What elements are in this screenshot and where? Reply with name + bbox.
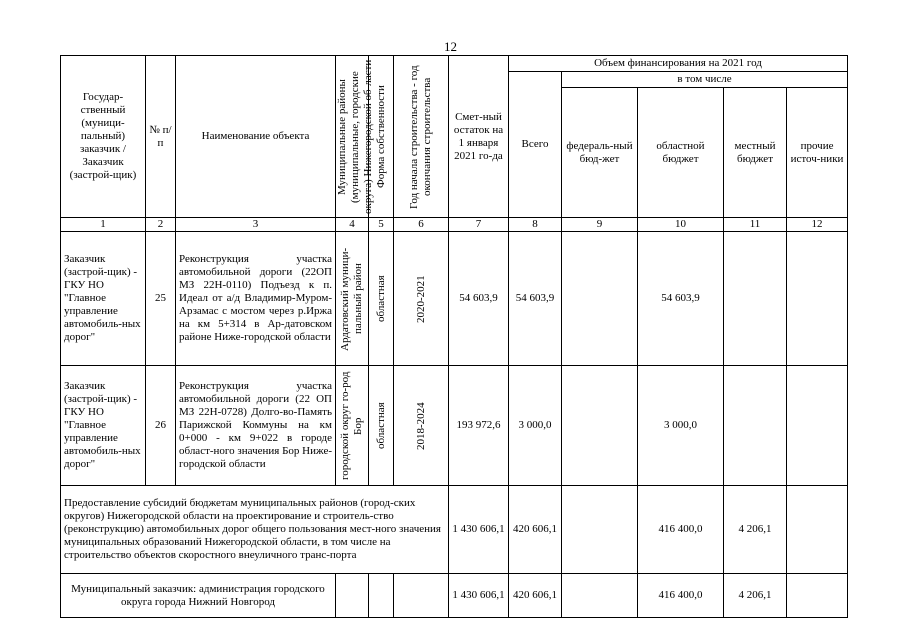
header-years: Год начала строительства - год окончания строительства	[408, 64, 433, 209]
row-federal	[562, 232, 638, 366]
col-number: 8	[509, 218, 562, 232]
col-number: 5	[369, 218, 394, 232]
municipal-federal	[562, 574, 638, 618]
row-regional: 54 603,9	[638, 232, 724, 366]
header-object-name: Наименование объекта	[176, 56, 336, 218]
header-num: № п/п	[146, 56, 176, 218]
header-ownership: Форма собственности	[374, 85, 387, 188]
table-row	[61, 366, 848, 486]
row-years: 2020-2021	[414, 274, 427, 323]
header-district: Муниципальные районы (муниципальные, городские округа) Нижегородской об-ласти	[336, 59, 374, 214]
subsidy-balance: 1 430 606,1	[449, 486, 509, 574]
col-number: 11	[724, 218, 787, 232]
subsidy-local: 4 206,1	[724, 486, 787, 574]
header-local: местный бюджет	[724, 88, 787, 218]
row-district: Ардатовский муници-пальный район	[339, 246, 364, 351]
col-number: 4	[336, 218, 369, 232]
municipal-other	[787, 574, 848, 618]
row-balance: 54 603,9	[449, 232, 509, 366]
financing-table	[60, 55, 848, 618]
row-other	[787, 366, 848, 486]
municipal-balance: 1 430 606,1	[449, 574, 509, 618]
row-district: городской округ го-род Бор	[339, 371, 364, 480]
municipal-text: Муниципальный заказчик: администрация городского округа города Нижний Новгород	[61, 574, 336, 618]
col-number: 3	[176, 218, 336, 232]
col-number: 10	[638, 218, 724, 232]
subsidy-other	[787, 486, 848, 574]
col-number: 1	[61, 218, 146, 232]
header-regional: областной бюджет	[638, 88, 724, 218]
header-total: Всего	[509, 72, 562, 218]
row-customer: Заказчик (застрой-щик) - ГКУ НО "Главное управление автомобиль-ных дорог"	[61, 232, 146, 366]
municipal-regional: 416 400,0	[638, 574, 724, 618]
col-number: 6	[394, 218, 449, 232]
row-other	[787, 232, 848, 366]
row-total: 3 000,0	[509, 366, 562, 486]
row-balance: 193 972,6	[449, 366, 509, 486]
row-federal	[562, 366, 638, 486]
row-num: 26	[146, 366, 176, 486]
col-number: 2	[146, 218, 176, 232]
municipal-total: 420 606,1	[509, 574, 562, 618]
row-total: 54 603,9	[509, 232, 562, 366]
row-local	[724, 366, 787, 486]
column-number-row	[61, 218, 848, 232]
page-number: 12	[444, 39, 457, 54]
header-federal: федераль-ный бюд-жет	[562, 88, 638, 218]
header-including: в том числе	[562, 72, 848, 88]
subsidy-total: 420 606,1	[509, 486, 562, 574]
header-balance: Смет-ный остаток на 1 января 2021 го-да	[449, 56, 509, 218]
col-number: 7	[449, 218, 509, 232]
table-row	[61, 232, 848, 366]
row-object: Реконструкция участка автомобильной дороги (22 ОП МЗ 22Н-0728) Долго-во-Память Парижской Коммуны на км 0+000 - км 9+022 в городе област-ного значения Бор Ниже-городской области	[176, 366, 336, 486]
municipal-local: 4 206,1	[724, 574, 787, 618]
row-num: 25	[146, 232, 176, 366]
subsidy-text: Предоставление субсидий бюджетам муниципальных районов (город-ских округов) Нижегородской области на проектирование и строитель-ство (реконструкцию) автомобильных дорог общего пользования мест-ного значения муниципальных образований Нижегородской области, в том числе на строительство объектов скоростного внеуличного транс-порта	[61, 486, 449, 574]
col-number: 12	[787, 218, 848, 232]
row-local	[724, 232, 787, 366]
municipal-row	[61, 574, 848, 618]
row-ownership: областная	[374, 275, 387, 322]
subsidy-federal	[562, 486, 638, 574]
header-financing: Объем финансирования на 2021 год	[509, 56, 848, 72]
row-object: Реконструкция участка автомобильной дороги (22ОП МЗ 22Н-0110) Подъезд к п. Идеал от а/д Владимир-Муром-Арзамас с мостом через р.Иржа на км 5+314 в Ар-датовском районе Ниже-городской области	[176, 232, 336, 366]
subsidy-row	[61, 486, 848, 574]
row-customer: Заказчик (застрой-щик) - ГКУ НО "Главное управление автомобиль-ных дорог"	[61, 366, 146, 486]
col-number: 9	[562, 218, 638, 232]
subsidy-regional: 416 400,0	[638, 486, 724, 574]
row-ownership: областная	[374, 402, 387, 449]
header-other: прочие источ-ники	[787, 88, 848, 218]
row-regional: 3 000,0	[638, 366, 724, 486]
row-years: 2018-2024	[414, 401, 427, 450]
header-customer: Государ-ственный (муници-пальный) заказчик / Заказчик (застрой-щик)	[61, 56, 146, 218]
